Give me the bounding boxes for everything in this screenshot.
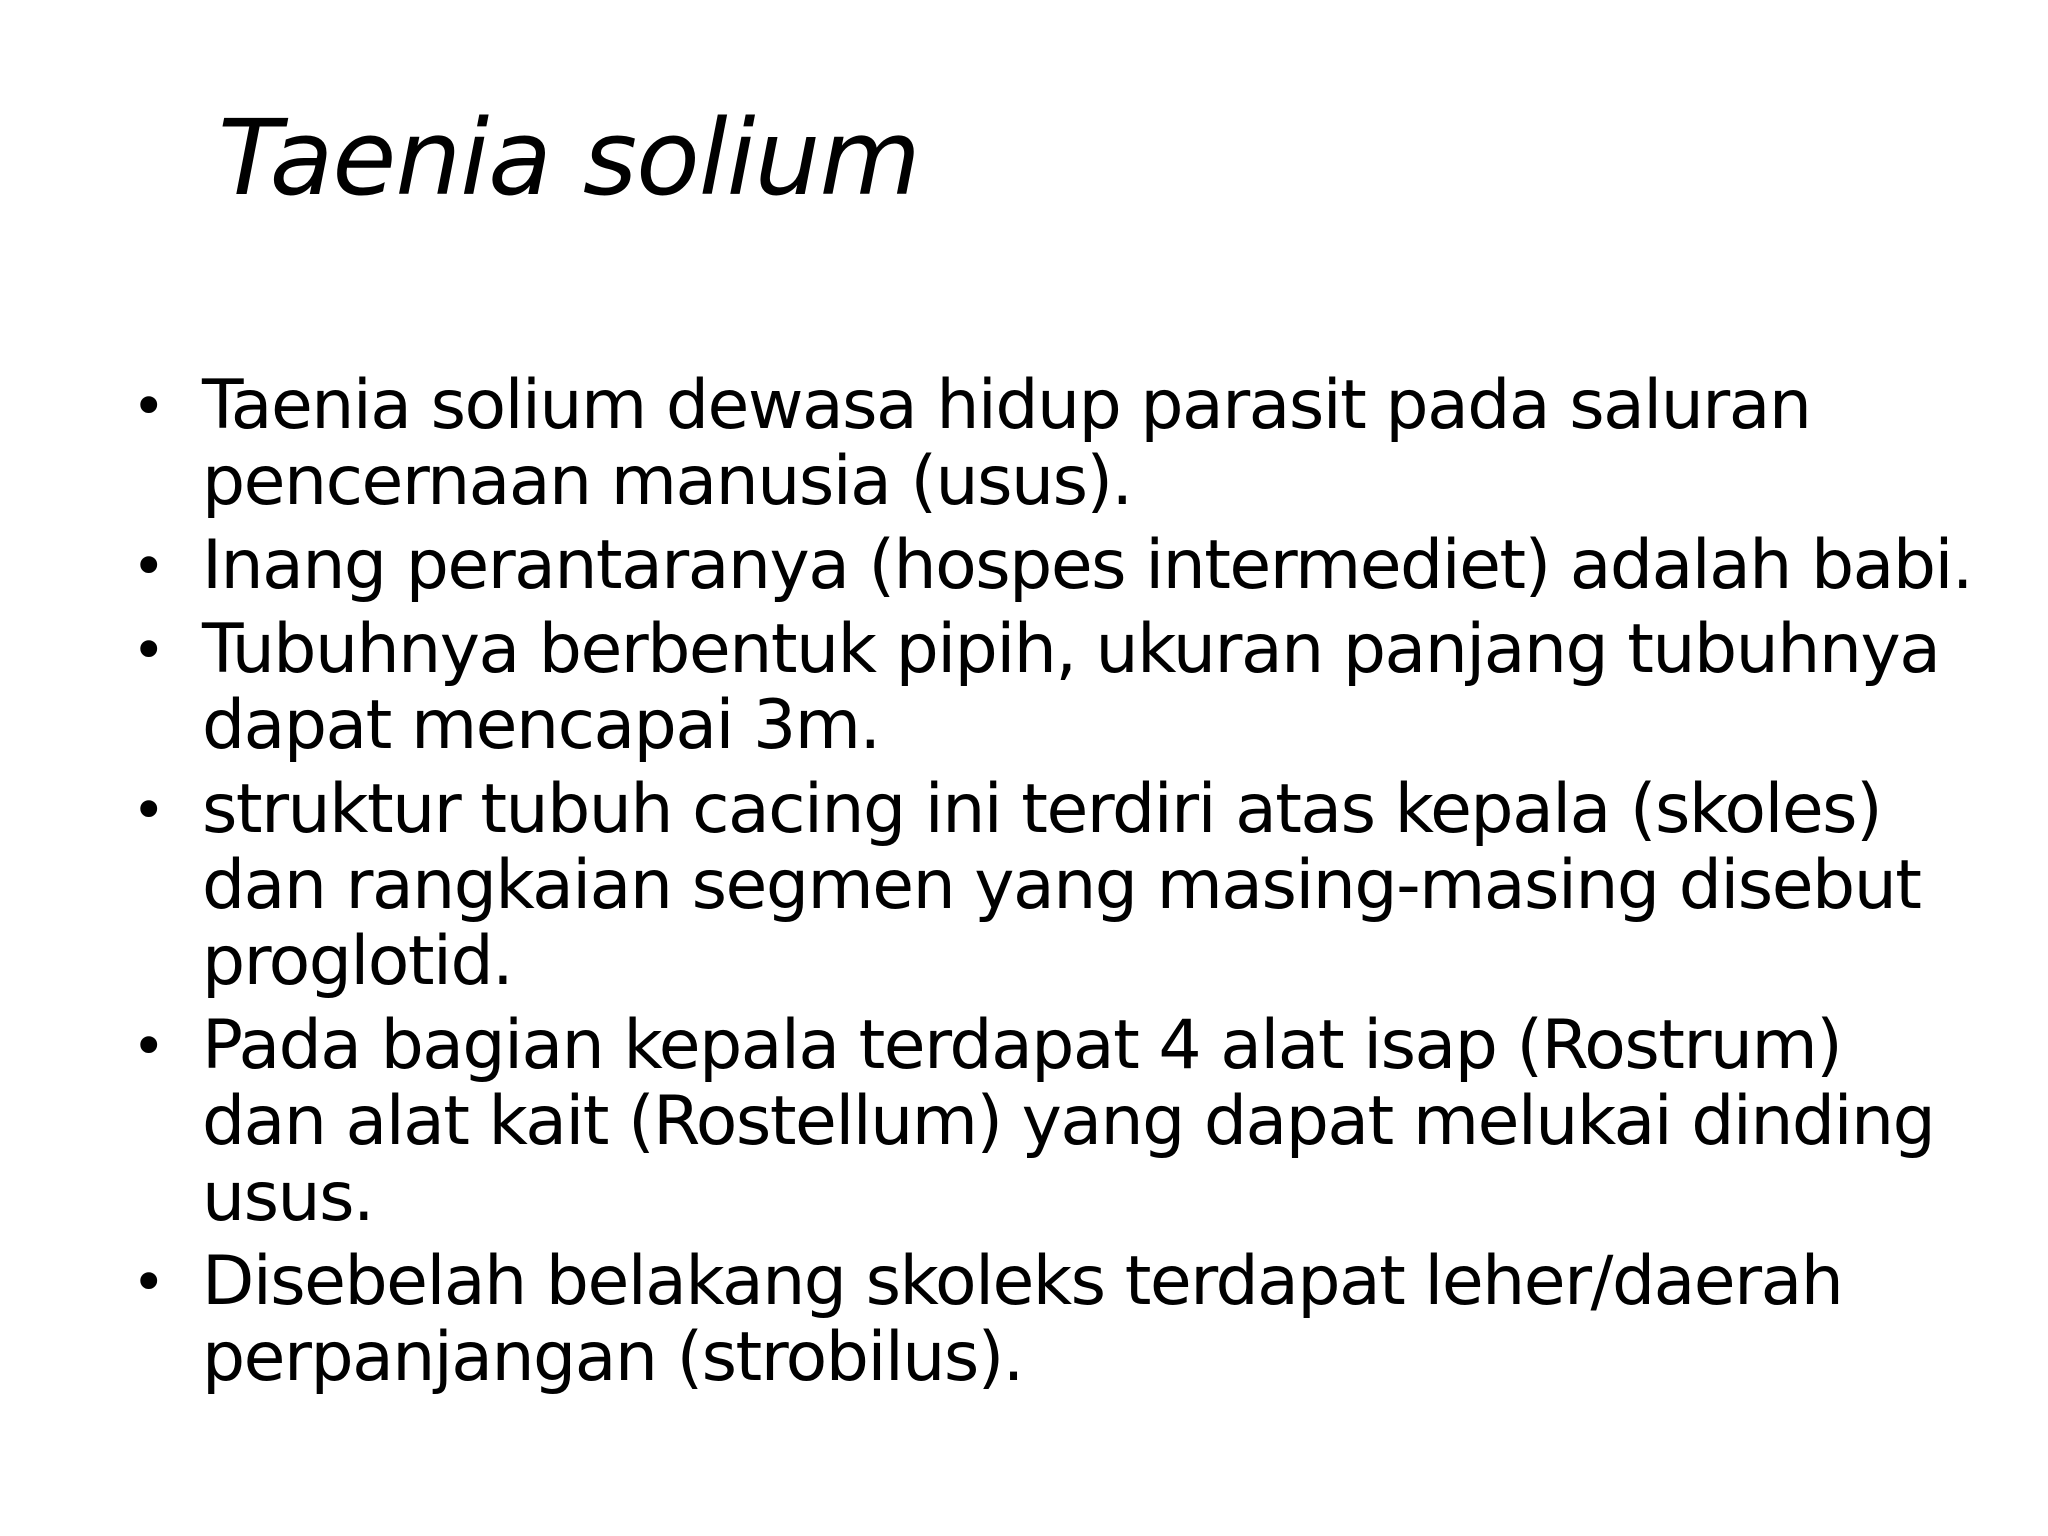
bullet-dot: •	[131, 616, 165, 684]
slide-title: Taenia solium	[218, 97, 920, 219]
bullet-text: Disebelah belakang skoleks terdapat leher/daerah perpanjangan (strobilus).	[202, 1242, 1843, 1397]
bullet-dot: •	[131, 1248, 165, 1316]
bullet-item	[120, 1244, 1980, 1396]
bullet-item	[120, 772, 1980, 1000]
bullet-text: Pada bagian kepala terdapat 4 alat isap (Rostrum) dan alat kait (Rostellum) yang dapat melukai dinding usus.	[202, 1006, 1935, 1237]
bullet-item	[120, 368, 1980, 520]
bullet-text: Tubuhnya berbentuk pipih, ukuran panjang tubuhnya dapat mencapai 3m.	[202, 610, 1940, 765]
bullet-text: Inang perantaranya (hospes intermediet) adalah babi.	[202, 526, 1973, 605]
bullet-text: struktur tubuh cacing ini terdiri atas kepala (skoles) dan rangkaian segmen yang masing-masing disebut proglotid.	[202, 770, 1921, 1001]
bullet-dot: •	[131, 532, 165, 600]
bullet-list	[120, 368, 1980, 1404]
bullet-dot: •	[131, 1012, 165, 1080]
bullet-dot: •	[131, 372, 165, 440]
bullet-item	[120, 528, 1980, 604]
bullet-item	[120, 612, 1980, 764]
bullet-item	[120, 1008, 1980, 1236]
bullet-text: Taenia solium dewasa hidup parasit pada saluran pencernaan manusia (usus).	[202, 366, 1811, 521]
bullet-dot: •	[131, 776, 165, 844]
